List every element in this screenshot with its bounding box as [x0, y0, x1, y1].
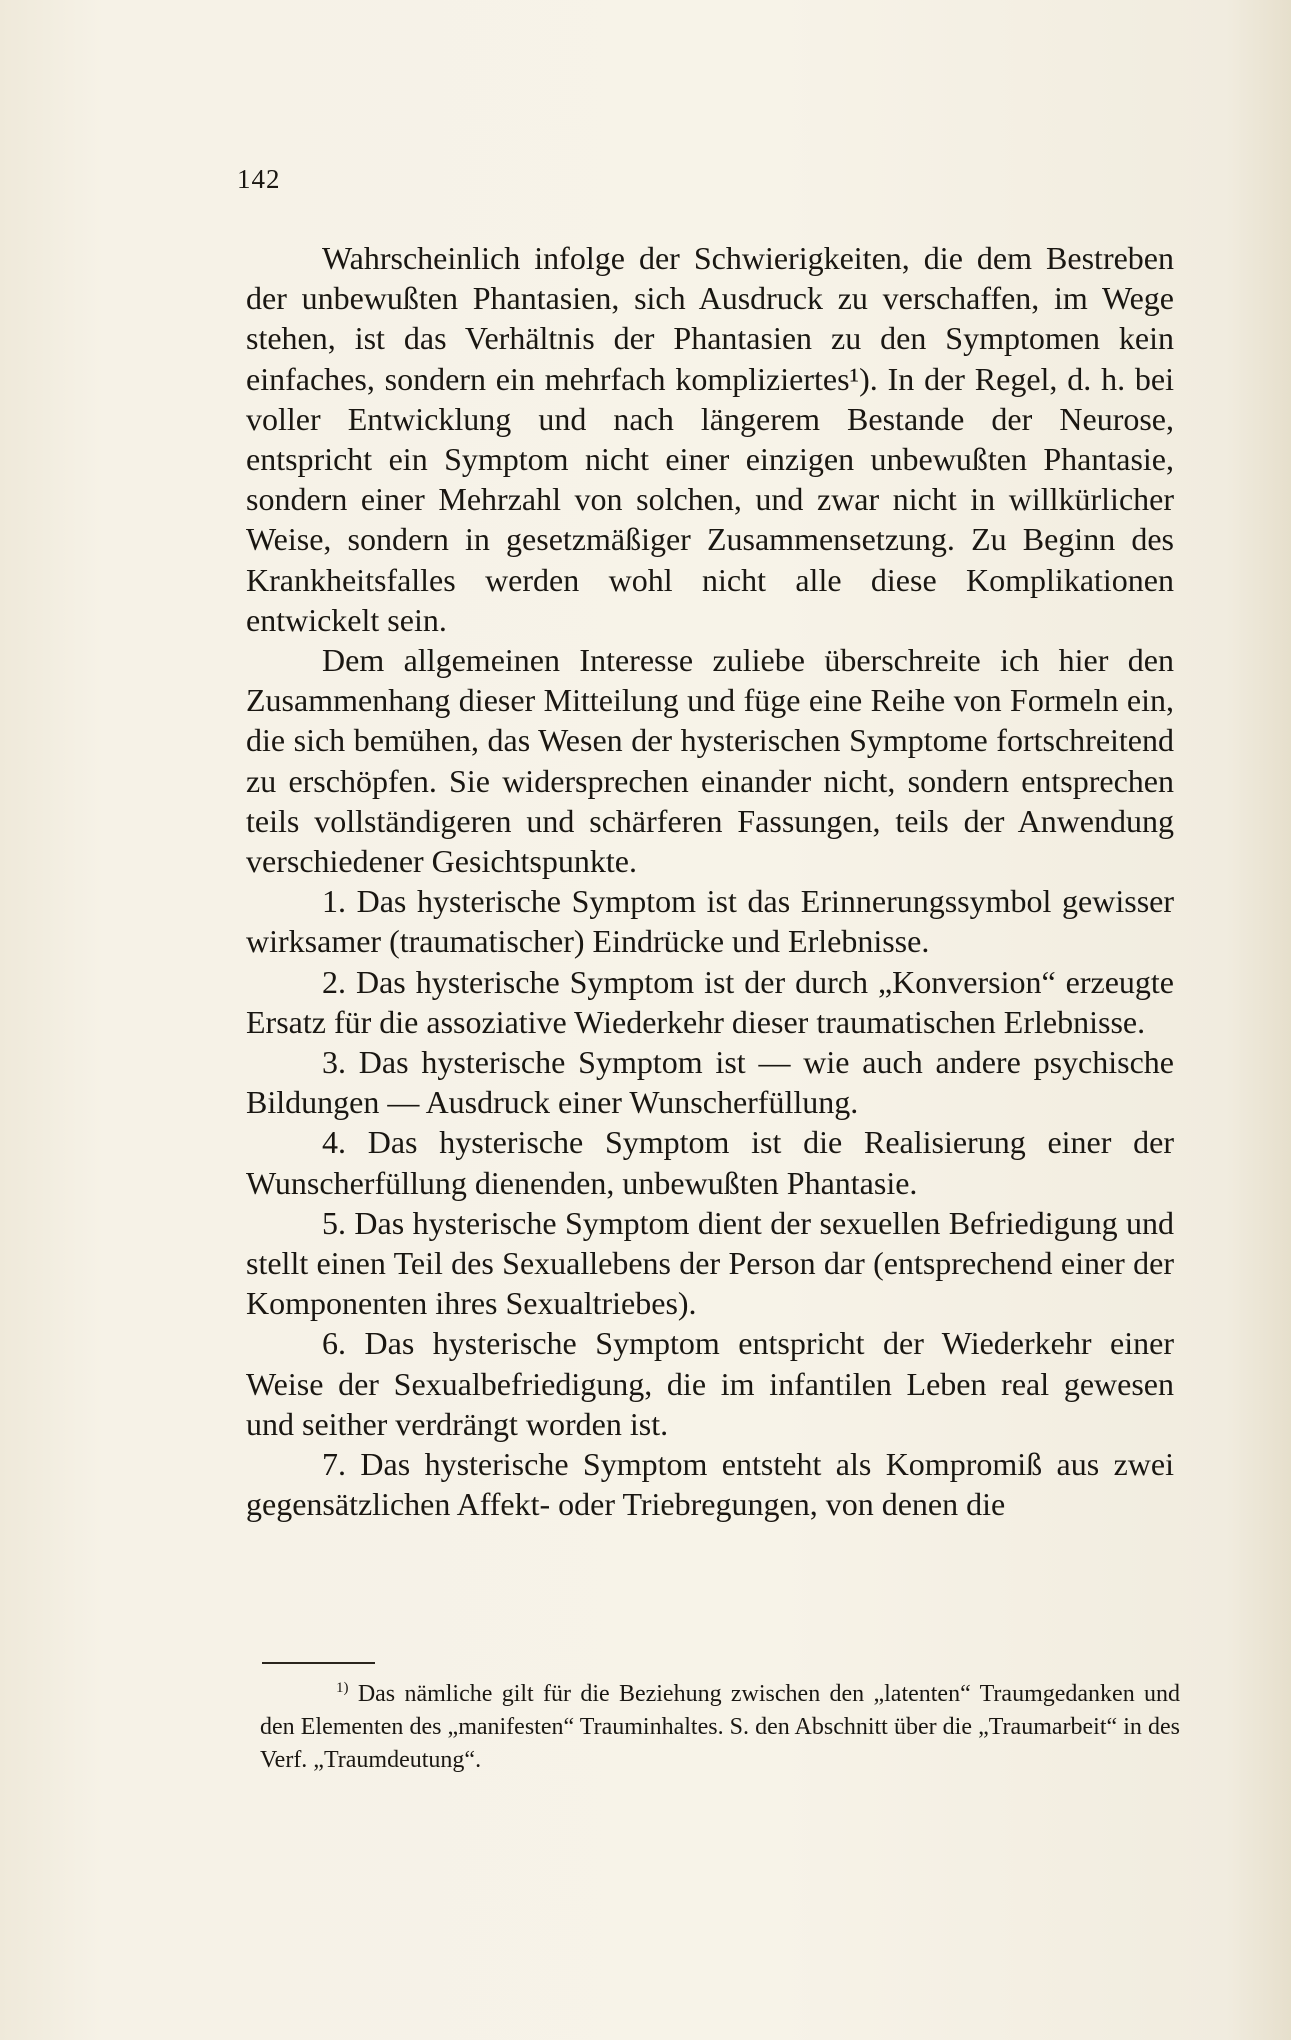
numbered-item: 4. Das hysterische Symptom ist die Realisierung einer der Wunscherfüllung dienenden, unbewußten Phantasie.: [246, 1124, 1174, 1201]
numbered-item: 5. Das hysterische Symptom dient der sexuellen Befriedigung und stellt einen Teil des Sexuallebens der Person dar (entsprechend einer der Komponenten ihres Sexualtriebes).: [246, 1204, 1174, 1322]
footnote-text: Das nämliche gilt für die Beziehung zwischen den „latenten“ Traumgedanken und den Elementen des „manifesten“ Trauminhaltes. S. den Abschnitt über die „Traumarbeit“ in des Verf. „Traumdeutung“.: [260, 1681, 1181, 1773]
numbered-item: 2. Das hysterische Symptom ist der durch „Konversion“ erzeugte Ersatz für die assoziative Wiederkehr dieser traumatischen Erlebnisse.: [246, 963, 1174, 1040]
numbered-item: 3. Das hysterische Symptom ist — wie auch andere psychische Bildungen — Ausdruck einer Wunscherfüllung.: [246, 1044, 1174, 1121]
paragraph: Dem allgemeinen Interesse zuliebe überschreite ich hier den Zusammenhang dieser Mitteilung und füge eine Reihe von Formeln ein, die sich bemühen, das Wesen der hysterischen Symptome fortschreitend zu erschöpfen. Sie widersprechen einander nicht, sondern entsprechen teils vollständigeren und schärferen Fassungen, teils der Anwendung verschiedener Gesichtspunkte.: [246, 642, 1174, 880]
footnote-marker: 1): [336, 1680, 349, 1696]
paragraph: Wahrscheinlich infolge der Schwierigkeiten, die dem Bestreben der unbewußten Phantasien, sich Ausdruck zu verschaffen, im Wege stehen, ist das Verhältnis der Phantasien zu den Symptomen kein einfaches, sondern ein mehrfach kompliziertes¹). In der Regel, d. h. bei voller Entwicklung und nach längerem Bestande der Neurose, entspricht ein Symptom nicht einer einzigen unbewußten Phantasie, sondern einer Mehrzahl von solchen, und zwar nicht in willkürlicher Weise, sondern in gesetzmäßiger Zusammensetzung. Zu Beginn des Krankheitsfalles werden wohl nicht alle diese Komplikationen entwickelt sein.: [246, 240, 1174, 638]
page-number: 142: [237, 164, 281, 194]
numbered-item: 1. Das hysterische Symptom ist das Erinnerungssymbol gewisser wirksamer (traumatischer) Eindrücke und Erlebnisse.: [246, 883, 1174, 960]
numbered-item: 7. Das hysterische Symptom entsteht als Kompromiß aus zwei gegensätzlichen Affekt- oder Triebregungen, von denen die: [246, 1446, 1174, 1523]
numbered-item: 6. Das hysterische Symptom entspricht der Wiederkehr einer Weise der Sexualbefriedigung, die im infantilen Leben real gewesen und seither verdrängt worden ist.: [246, 1325, 1174, 1442]
footnote-divider: [262, 1662, 375, 1664]
body-text: [246, 238, 1174, 1525]
footnote: [260, 1672, 1180, 1777]
